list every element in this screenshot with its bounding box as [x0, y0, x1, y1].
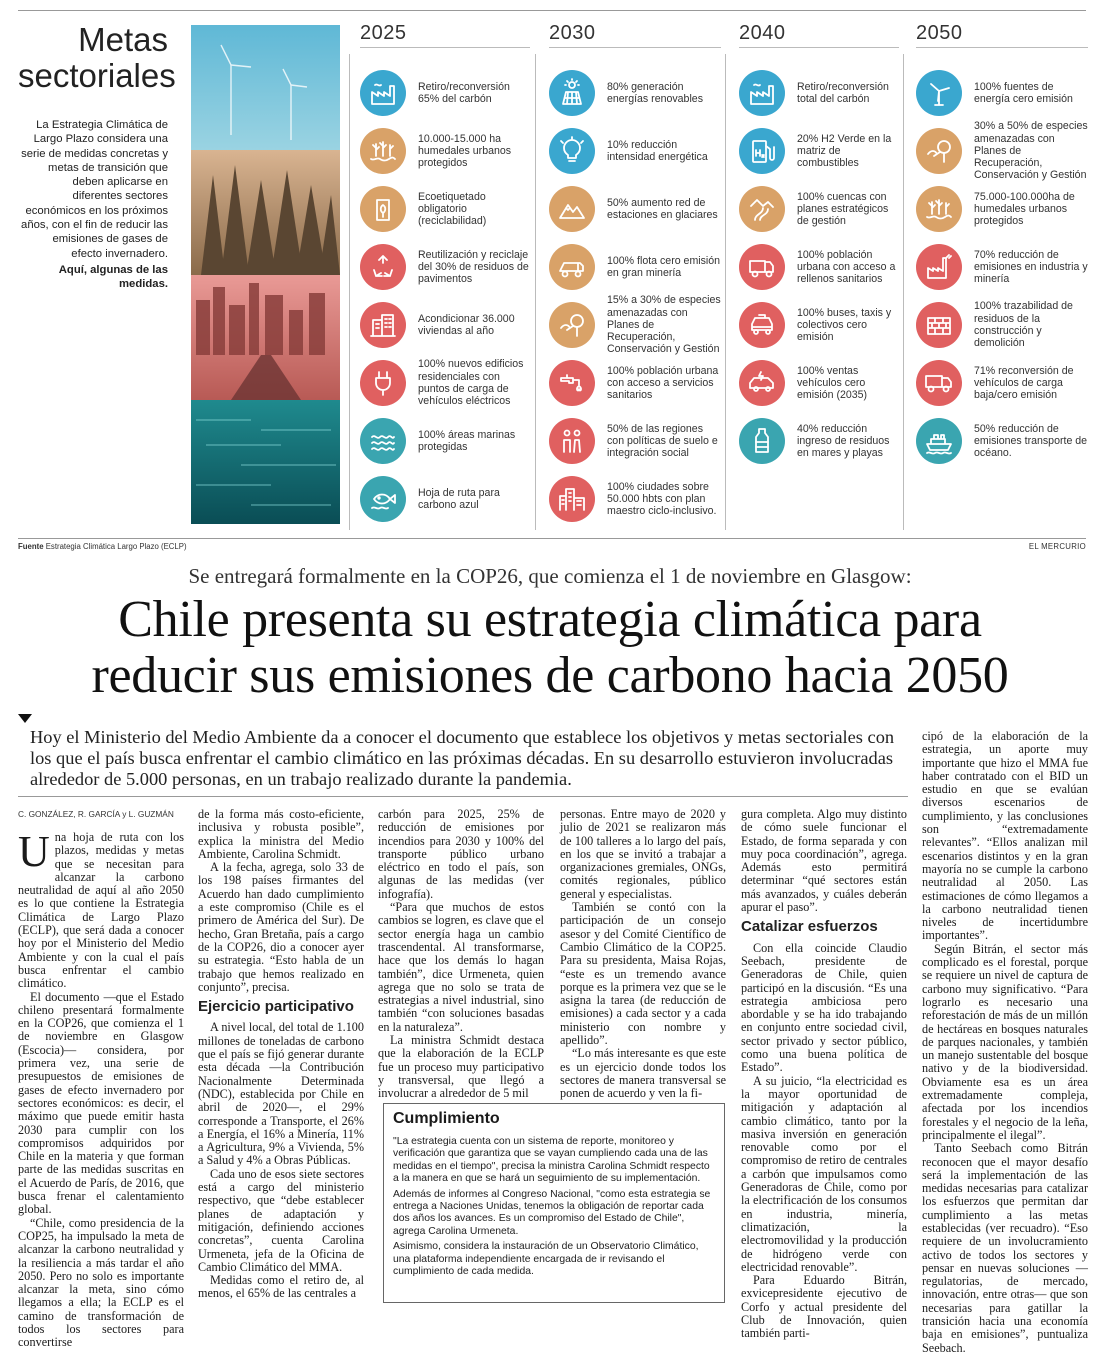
measure-item [549, 296, 721, 354]
subhead-ejercicio: Ejercicio participativo [198, 998, 354, 1016]
dump-truck-icon [549, 244, 595, 290]
measure-item [739, 412, 899, 470]
photo-wind-turbines [191, 25, 340, 150]
measure-item [360, 296, 530, 354]
intro-bold: Aquí, algunas de las medidas. [58, 263, 168, 291]
measure-item [916, 412, 1088, 470]
measure-item [549, 238, 721, 296]
truck-icon [916, 360, 962, 406]
col5-body [741, 808, 907, 914]
paragraph: Para Eduardo Bitrán, exvicepresidente ejecutivo de Corfo y actual presidente del Club de Innovación, quien también parti- [741, 1273, 907, 1341]
measure-item [739, 180, 899, 238]
industry-icon [916, 244, 962, 290]
solar-panel-icon [549, 70, 595, 116]
measure-text: 80% generación energías renovables [607, 80, 703, 105]
measure-text: 100% flota cero emisión en gran minería [607, 254, 721, 279]
measure-text: 10.000-15.000 ha humedales urbanos protegidos [418, 132, 512, 170]
measure-text: 100% áreas marinas protegidas [418, 428, 516, 453]
paragraph: A la fecha, agrega, solo 33 de los 198 países firmantes del Acuerdo han dado cumplimiento a este compromiso (Chile es el primero de América del Sur). De hecho, Gran Bretaña, país a cargo de la COP26, dio a conocer ayer su estrategia. “Esto habla de un trabajo que hemos realizado en conjunto”, precisa. [198, 860, 364, 994]
infographic-intro [20, 118, 168, 292]
paragraph: personas. Entre mayo de 2020 y julio de 2021 se realizaron más de 100 talleres a lo largo del país, en los que se invitó a trabajar a organizaciones gremiales, ONGs, comités regionales, público general y especialistas. [560, 807, 726, 901]
sidebar-box-cumplimiento [383, 1103, 725, 1303]
factory-icon [739, 70, 785, 116]
measure-item [360, 122, 530, 180]
measure-text: Acondicionar 36.000 viviendas al año [418, 312, 515, 337]
measure-item [739, 64, 899, 122]
measure-text: Retiro/reconversión total del carbón [797, 80, 889, 105]
plug-icon [360, 360, 406, 406]
paragraph: Cada uno de esos siete sectores está a cargo del ministerio respectivo, que “debe establecer planes de adaptación y mitigación, definiendo acciones concretas”, cuenta Carolina Urmeneta, jefa de la Oficina de Cambio Climático del MMA. [198, 1166, 364, 1274]
byline: C. GONZÁLEZ, R. GARCÍA y L. GUZMÁN [18, 809, 174, 819]
measure-text: 100% fuentes de energía cero emisión [974, 80, 1073, 105]
infographic-title [18, 21, 176, 94]
measure-item [916, 354, 1088, 412]
measure-text: 40% reducción ingreso de residuos en mares y playas [797, 422, 890, 460]
bird-tree-icon [916, 128, 962, 174]
article-column-3 [378, 808, 544, 1101]
source-text: Estrategia Climática Largo Plazo (ECLP) [45, 542, 187, 551]
year-column-2040 [739, 22, 899, 532]
recycle-icon [360, 244, 406, 290]
paragraph: Tanto Seebach como Bitrán reconocen que el mayor desafío será la implementación de las medidas necesarias para catalizar los esfuerzos que permitan dar cumplimiento a las metas establecidas (ver recuadro). “Eso requiere de un involucramiento activo de todos los sectores y pensar en nuevas soluciones —regulatorias, de mercado, innovación, entre otras— que son necesarias para gatillar la transición hacia una economía baja en emisiones”, puntualiza Seebach. [922, 1141, 1088, 1355]
col5b-body [741, 942, 907, 1341]
measure-text: 50% aumento red de estaciones en glaciares [607, 196, 718, 221]
measure-item [549, 180, 721, 238]
year-column-2050 [916, 22, 1088, 532]
paragraph: La ministra Schmidt destaca que la elaboración de la ECLP fue un proceso muy participativo y transversal, que llegó a involucrar a alrededor de 5 mil [378, 1033, 544, 1101]
measure-item [916, 180, 1088, 238]
article-column-6 [922, 730, 1088, 1355]
article-column-5 [741, 808, 907, 1341]
measure-text: Ecoetiquetado obligatorio (reciclabilidad) [418, 190, 487, 228]
measure-item [360, 470, 530, 528]
measure-item [360, 64, 530, 122]
ship-icon [916, 418, 962, 464]
people-icon [549, 418, 595, 464]
measure-text: 70% reducción de emisiones en industria y minería [974, 248, 1088, 286]
measure-text: 100% cuencas con planes estratégicos de gestión [797, 190, 889, 228]
wind-turbine-icon [916, 70, 962, 116]
garbage-truck-icon [739, 244, 785, 290]
year-label: 2050 [916, 22, 1088, 48]
paragraph: Medidas como el retiro de, al menos, el 65% de las centrales a [198, 1273, 364, 1301]
article-column-4 [560, 808, 726, 1101]
headline [0, 592, 1100, 704]
article-column-1 [18, 827, 184, 1350]
paragraph: cipó de la elaboración de la estrategia, un aporte muy importante que hizo el MMA fue haber contratado con el BID un estudio en que se evalúan diversos escenarios de cumplimiento, y las conclusiones son “extremadamente relevantes”. “Ellos analizan mil escenarios distintos y en la gran mayoría no se cumple la carbono neutralidad al 2050. Las estimaciones de cómo llegamos a la carbono neutralidad tienen niveles de incertidumbre importantes”. [922, 729, 1088, 943]
fish-icon [360, 476, 406, 522]
paragraph: “Lo más interesante es que este es un ejercicio donde todos los sectores de manera transversal se ponen de acuerdo y ven la fi- [560, 1046, 726, 1101]
year-column-2025 [360, 22, 530, 532]
bird-tree-icon [549, 302, 595, 348]
measure-item [739, 296, 899, 354]
top-rule [18, 10, 1086, 11]
col3-body [378, 808, 544, 1101]
measure-item [739, 238, 899, 296]
brand: EL MERCURIO [1028, 542, 1086, 551]
box-paragraph: Además de informes al Congreso Nacional, "como esta estrategia se entrega a Naciones Unidas, tenemos la obligación de reportar cada dos años los avances. Es un compromiso del Estado de Chile", agrega Carolina Urmeneta. [393, 1188, 711, 1237]
measure-text: Hoja de ruta para carbono azul [418, 486, 500, 511]
measure-item [916, 238, 1088, 296]
measure-text: 15% a 30% de especies amenazadas con Planes de Recuperación, Conservación y Gestión [607, 294, 721, 356]
measure-text: 100% población urbana con acceso a rellenos sanitarios [797, 248, 896, 286]
paragraph: También se contó con la participación de un consejo asesor y del Comité Científico de Cambio Climático de la COP25. Para su presidenta, Maisa Rojas, “este es un tremendo avance porque es la primera vez que se le asigna la tarea (de reducción de emisiones) a cada sector y a cada ministerio con nombre y apellido”. [560, 900, 726, 1048]
column-divider [349, 54, 350, 530]
source-row [18, 538, 1086, 551]
measure-text: 100% población urbana con acceso a servicios sanitarios [607, 364, 719, 402]
waves-icon [360, 418, 406, 464]
wetland-icon [360, 128, 406, 174]
factory-icon [360, 70, 406, 116]
col1-body [18, 827, 184, 1350]
measure-item [360, 238, 530, 296]
measure-text: 100% trazabilidad de residuos de la construcción y demolición [974, 300, 1073, 350]
measure-text: Reutilización y reciclaje del 30% de residuos de pavimentos [418, 248, 529, 286]
measure-item [360, 180, 530, 238]
measure-item [549, 122, 721, 180]
column-divider [725, 54, 726, 530]
city-icon [549, 476, 595, 522]
measure-text: 10% reducción intensidad energética [607, 138, 708, 163]
title-line-1: Metas [78, 21, 168, 58]
measure-text: 30% a 50% de especies amenazadas con Planes de Recuperación, Conservación y Gestión [974, 120, 1088, 182]
measure-item [549, 412, 721, 470]
building-icon [360, 302, 406, 348]
faucet-icon [549, 360, 595, 406]
measure-text: 100% ventas vehículos cero emisión (2035) [797, 364, 868, 402]
measure-item [739, 354, 899, 412]
lead-summary: Hoy el Ministerio del Medio Ambiente da a conocer el documento que establece los objetivos y metas sectoriales con los que el país busca enfrentar el cambio climático en las próximas décadas. En su desarrollo estuvieron involucradas alrededor de 5.000 personas, en un trabajo realizado durante la pandemia. [30, 727, 895, 789]
photo-collage [191, 25, 340, 524]
paragraph: “Para que muchos de estos cambios se logren, es clave que el sector energía haga un cambio trascendental. Al transformarse, hace que los demás lo hagan también”, dice Urmeneta, quien agrega que no solo se trata de estrategias a nivel industrial, sino también “con soluciones basadas en la naturaleza”. [378, 900, 544, 1034]
headline-line-2: reducir sus emisiones de carbono hacia 2050 [91, 647, 1009, 704]
title-line-2: sectoriales [18, 57, 176, 94]
article-column-2 [198, 808, 364, 1301]
measure-item [549, 64, 721, 122]
measure-text: 75.000-100.000ha de humedales urbanos protegidos [974, 190, 1075, 228]
paragraph: Con ella coincide Claudio Seebach, presidente de Generadoras de Chile, quien participó en la discusión. “Es una estrategia ambiciosa pero abordable y se ha ido trabajando en conjunto entre sociedad civil, sector privado y sector público, como una buena política de Estado”. [741, 940, 907, 1075]
box-body [393, 1136, 715, 1278]
measure-item [916, 64, 1088, 122]
source-label: Fuente [18, 542, 44, 551]
river-icon [739, 186, 785, 232]
measure-item [916, 122, 1088, 180]
paragraph: carbón para 2025, 25% de reducción de emisiones por incendios para 2030 y 100% del transporte público urbano eléctrico en todo el país, son algunas de las medidas (ver infografía). [378, 807, 544, 901]
year-label: 2040 [739, 22, 899, 48]
paragraph: El documento —que el Estado chileno presentará formalmente en la COP26, que comienza el 1 de noviembre en Glasgow (Escocia)— considera, por primera vez, una serie de presupuestos de emisiones de gases de efecto invernadero por sectores económicos: es decir, el máximo que puede emitir hasta 2030 para cumplir con los compromisos adquiridos por Chile en la materia y que forman parte de las medidas suscritas en el Acuerdo de París, de 2016, que busca frenar el calentamiento global. [18, 989, 184, 1217]
paragraph: A nivel local, del total de 1.100 millones de toneladas de carbono que el país se fijó generar durante esta década —la Contribución Nacionalmente Determinada (NDC), establecida por Chile en abril de 2020—, el 29% corresponde a Transporte, el 26% a Energía, el 16% a Minería, 11% a Agricultura, 9% a Vivienda, 5% a Salud y 4% a Obras Públicas. [198, 1020, 364, 1168]
bricks-icon [916, 302, 962, 348]
measure-item [549, 354, 721, 412]
intro-text: La Estrategia Climática de Largo Plazo considera una serie de medidas concretas y metas de transición que deben aplicarse en diferentes sectores económicos en los próximos años, con el fin de reducir las emisiones de gases de efecto invernadero. [21, 119, 168, 260]
subhead-catalizar: Catalizar esfuerzos [741, 918, 878, 936]
measure-item [739, 122, 899, 180]
paragraph: “Chile, como presidencia de la COP25, ha impulsado la meta de alcanzar la carbono neutralidad y la resiliencia a más tardar el año 2050. Pero no solo es importante alcanzar la meta, sino cómo llegamos a ella; la ECLP es el camino de transformación de todos los sectores para convertirse [18, 1215, 184, 1350]
col6-body [922, 730, 1088, 1355]
year-column-2030 [549, 22, 721, 532]
box-paragraph: Asimismo, considera la instauración de un Observatorio Climático, una plataforma independiente encargada de ir revisando el cumplimiento de cada medida. [393, 1241, 699, 1278]
lead-rule [18, 796, 908, 797]
col2b-body [198, 1021, 364, 1300]
col2-body [198, 808, 364, 994]
year-label: 2025 [360, 22, 530, 48]
electric-car-icon [739, 360, 785, 406]
measure-text: 71% reconversión de vehículos de carga baja/cero emisión [974, 364, 1074, 402]
paragraph: gura completa. Algo muy distinto de cómo suele funcionar el Estado, de forma separada y con muy poca coordinación”, agrega. Además esto permitirá determinar “qué sectores están más avanzados, y cuáles deberán apurar el paso”. [741, 807, 907, 915]
drop-cap: U [18, 827, 50, 876]
kicker: Se entregará formalmente en la COP26, que comienza el 1 de noviembre en Glasgow: [188, 564, 912, 588]
column-divider [535, 54, 536, 530]
paragraph: de la forma más costo-eficiente, inclusiva y robusta posible”, explica la ministra del Medio Ambiente, Carolina Schmidt. [198, 807, 364, 861]
triangle-marker [18, 714, 32, 723]
box-title: Cumplimiento [393, 1110, 500, 1127]
h2-pump-icon [739, 128, 785, 174]
paragraph: na hoja de ruta con los plazos, medidas y metas que se necesitan para alcanzar la carbono neutralidad de aquí al año 2050 es lo que contiene la Estrategia Climática de Largo Plazo (ECLP), que será dada a conocer hoy por el Ministerio del Medio Ambiente y con la cual el país busca enfrentar el cambio climático. [18, 830, 184, 991]
mountain-icon [549, 186, 595, 232]
paragraph: Según Bitrán, el sector más complicado es el forestal, porque se requiere un nivel de captura de carbono muy significativo. “Para lograrlo es necesario una reforestación de más de un millón de hectáreas en bosques naturales de parques nacionales, y también un manejo sustentable del bosque nativo y de la biodiversidad. Obviamente esa es un área extremadamente compleja, afectada por los incendios forestales y el negocio de la leña, principalmente el ilegal”. [922, 941, 1088, 1142]
taxi-icon [739, 302, 785, 348]
column-divider [903, 54, 904, 530]
wetland-icon [916, 186, 962, 232]
year-label: 2030 [549, 22, 721, 48]
measure-text: 100% ciudades sobre 50.000 hbts con plan maestro ciclo-inclusivo. [607, 480, 717, 518]
measure-text: 50% de las regiones con políticas de suelo e integración social [607, 422, 718, 460]
measure-item [549, 470, 721, 528]
measure-text: Retiro/reconversión 65% del carbón [418, 80, 510, 105]
measure-item [360, 412, 530, 470]
measure-text: 100% buses, taxis y colectivos cero emisión [797, 306, 892, 344]
measure-text: 100% nuevos edificios residenciales con puntos de carga de vehículos eléctricos [418, 358, 524, 408]
measure-text: 50% reducción de emisiones transporte de océano. [974, 422, 1088, 460]
col4-body [560, 808, 726, 1101]
lightbulb-icon [549, 128, 595, 174]
box-paragraph: "La estrategia cuenta con un sistema de reporte, monitoreo y verificación que garantiza que se vayan cumpliendo cada una de las medidas en el tiempo", precisa la ministra Carolina Schmidt respecto a la manera en que se hará un seguimiento de su implementación. [393, 1136, 710, 1185]
measure-text: 20% H2 Verde en la matriz de combustibles [797, 132, 892, 170]
measure-item [916, 296, 1088, 354]
measure-item [360, 354, 530, 412]
headline-line-1: Chile presenta su estrategia climática para [118, 591, 982, 648]
paragraph: A su juicio, “la electricidad es la mayor oportunidad de mitigación y adaptación al cambio climático, tanto por la masiva inversión en generación renovable como por el compromiso de retiro de centrales a carbón que impulsamos como Generadoras de Chile, como por la electrificación de los consumos en industria, minería, climatización, la electromovilidad y la producción de hidrógeno verde con electricidad renovable”. [741, 1073, 907, 1274]
eco-label-icon [360, 186, 406, 232]
bottle-icon [739, 418, 785, 464]
